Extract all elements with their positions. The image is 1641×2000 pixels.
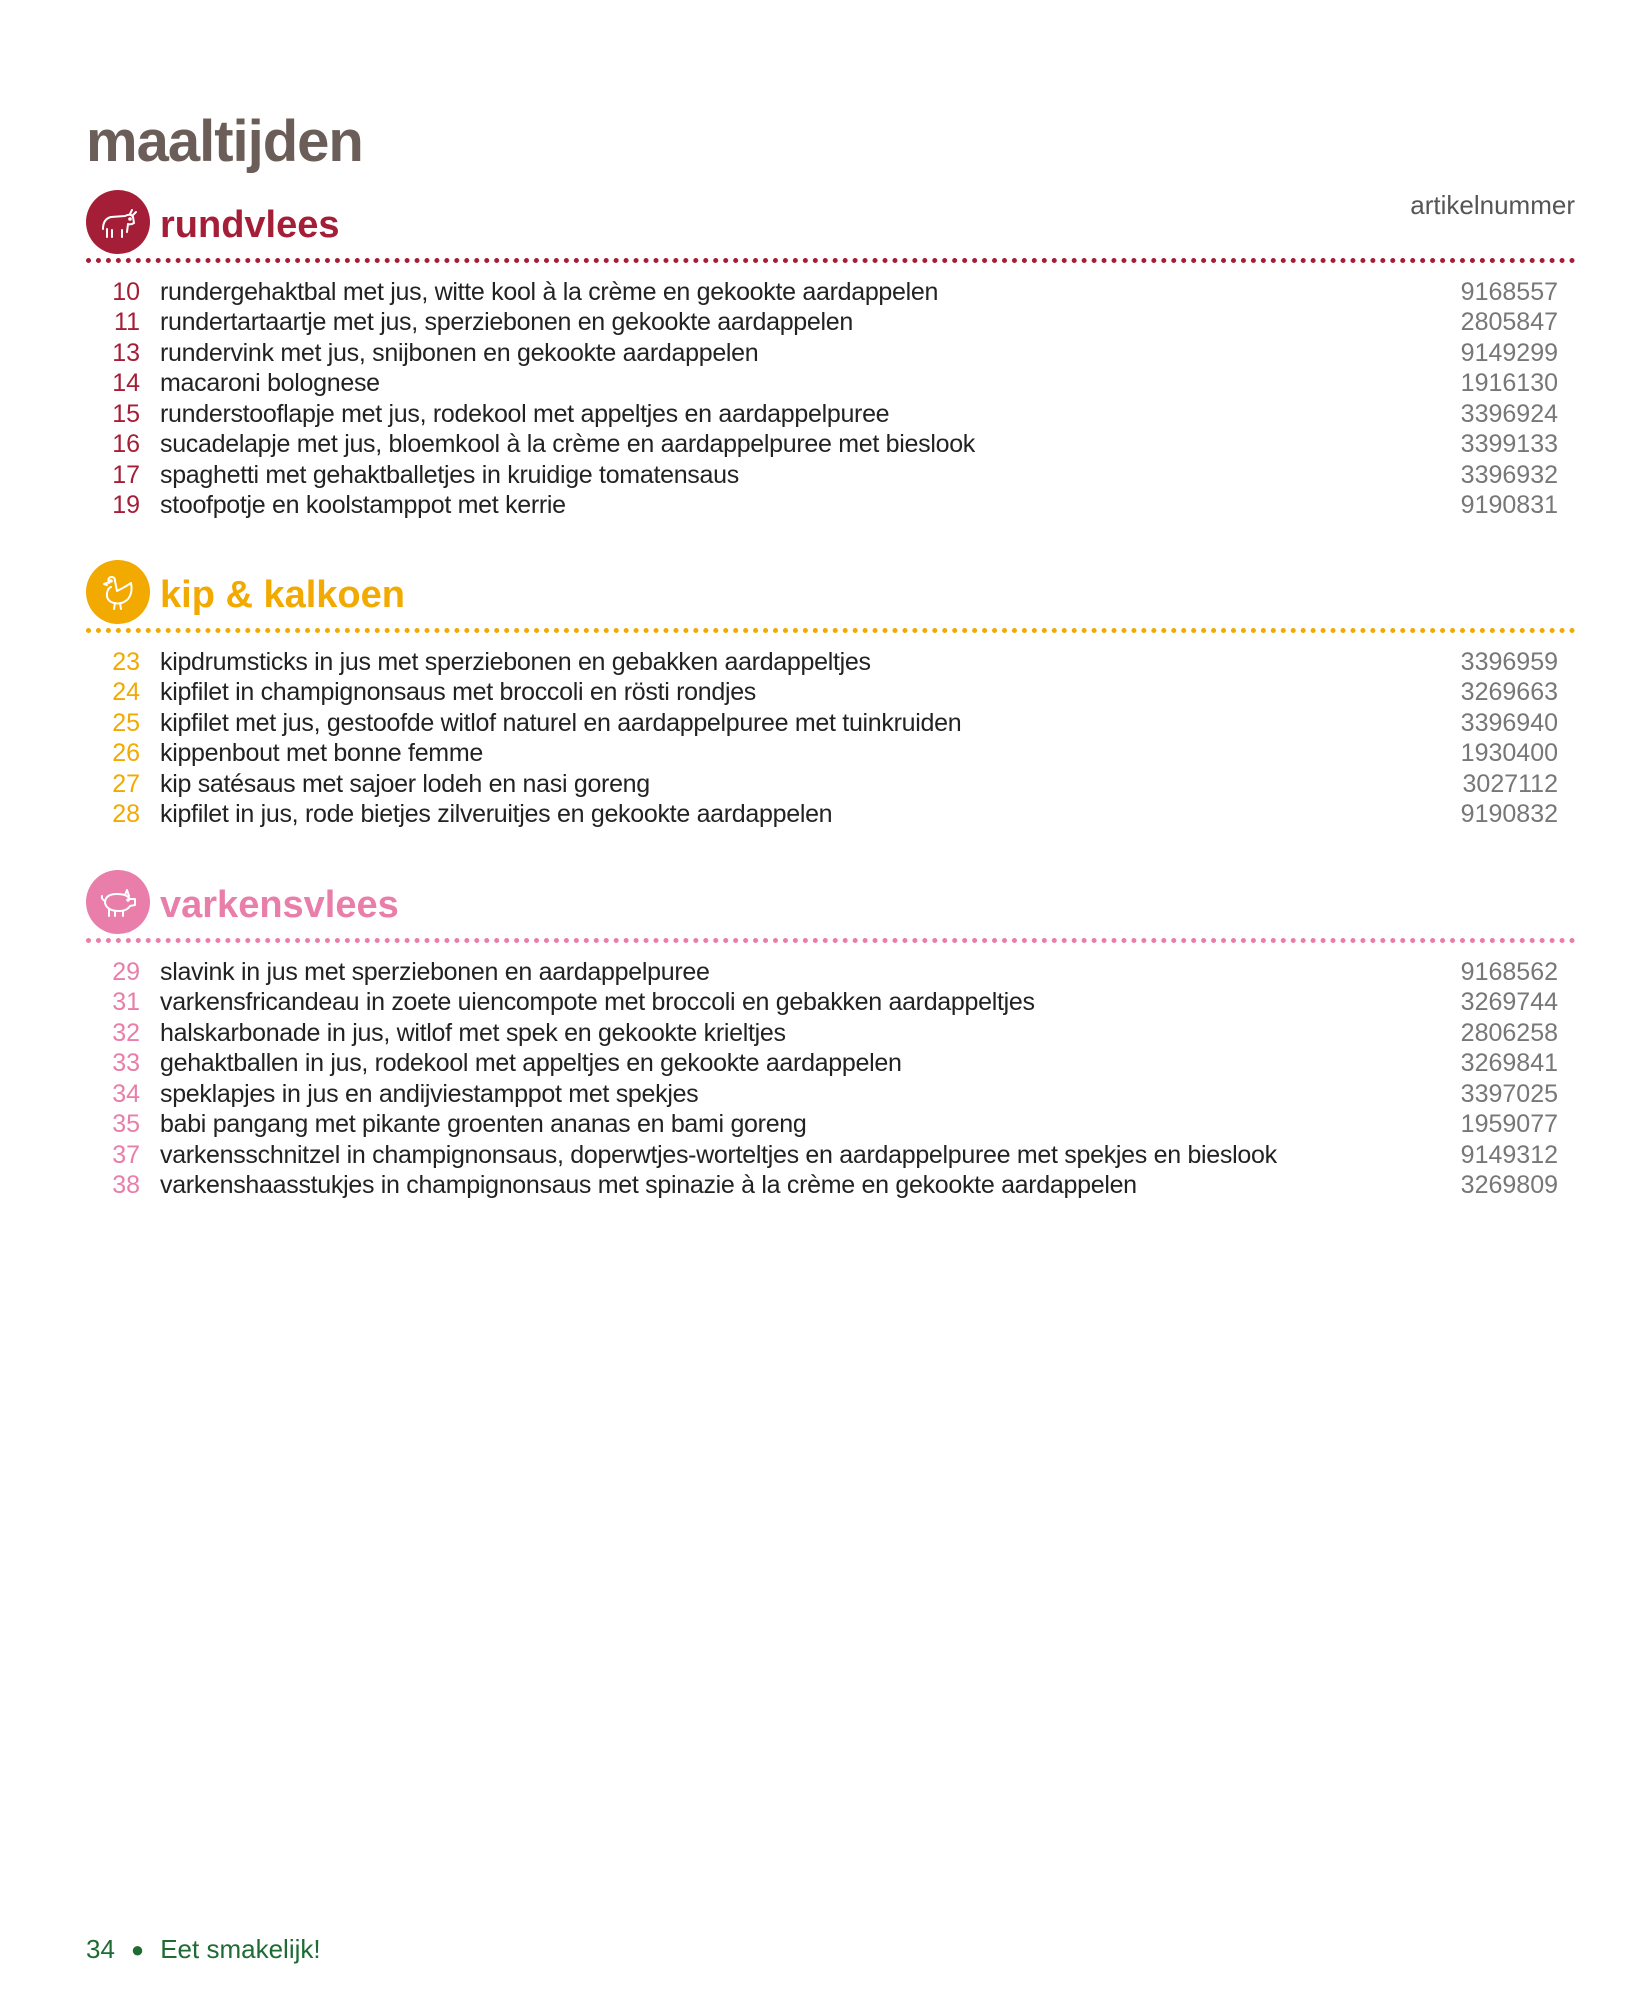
- item-article-number: 3269663: [1460, 678, 1558, 707]
- item-list: [86, 277, 1576, 521]
- bullet-separator: ●: [130, 1936, 145, 1962]
- item-number: 23: [112, 647, 140, 676]
- list-item: [86, 430, 1576, 461]
- list-item: [86, 708, 1576, 739]
- item-name: rundergehaktbal met jus, witte kool à la crème en gekookte aardappelen: [160, 277, 939, 306]
- item-number: 32: [112, 1018, 140, 1047]
- column-header-artikelnummer: artikelnummer: [1410, 190, 1575, 220]
- section-title: kip & kalkoen: [160, 574, 405, 616]
- item-number: 24: [112, 678, 140, 707]
- list-item: [86, 988, 1576, 1019]
- item-number: 19: [112, 491, 140, 520]
- list-item: [86, 1171, 1576, 1202]
- list-item: [86, 957, 1576, 988]
- item-name: speklapjes in jus en andijviestamppot met spekjes: [160, 1079, 699, 1108]
- list-item: [86, 338, 1576, 369]
- list-item: [86, 277, 1576, 308]
- item-article-number: 1959077: [1460, 1110, 1558, 1139]
- list-item: [86, 308, 1576, 339]
- item-article-number: 3269809: [1460, 1171, 1558, 1200]
- item-article-number: 9149312: [1460, 1140, 1558, 1169]
- item-name: spaghetti met gehaktballetjes in kruidige tomatensaus: [160, 460, 739, 489]
- section-kip-kalkoen: [86, 560, 1576, 830]
- item-name: sucadelapje met jus, bloemkool à la crème en aardappelpuree met bieslook: [160, 430, 975, 459]
- item-name: kipfilet met jus, gestoofde witlof naturel en aardappelpuree met tuinkruiden: [160, 708, 962, 737]
- item-list: [86, 647, 1576, 830]
- item-name: varkenshaasstukjes in champignonsaus met spinazie à la crème en gekookte aardappelen: [160, 1171, 1137, 1200]
- item-article-number: 3396924: [1460, 399, 1558, 428]
- item-article-number: 3396959: [1460, 647, 1558, 676]
- item-number: 35: [112, 1110, 140, 1139]
- section-rundvlees: [86, 190, 1576, 521]
- item-article-number: 2806258: [1460, 1018, 1558, 1047]
- list-item: [86, 369, 1576, 400]
- item-article-number: 9168557: [1460, 277, 1558, 306]
- item-number: 37: [112, 1140, 140, 1169]
- item-article-number: 9190832: [1460, 800, 1558, 829]
- item-name: varkensschnitzel in champignonsaus, doperwtjes-worteltjes en aardappelpuree met spekjes en bieslook: [160, 1140, 1277, 1169]
- item-name: gehaktballen in jus, rodekool met appeltjes en gekookte aardappelen: [160, 1049, 902, 1078]
- item-number: 29: [112, 957, 140, 986]
- list-item: [86, 647, 1576, 678]
- item-number: 15: [112, 399, 140, 428]
- item-name: kippenbout met bonne femme: [160, 739, 483, 768]
- list-item: [86, 739, 1576, 770]
- cow-icon: [86, 190, 150, 254]
- list-item: [86, 1110, 1576, 1141]
- item-article-number: 3269744: [1460, 988, 1558, 1017]
- list-item: [86, 769, 1576, 800]
- item-number: 16: [112, 430, 140, 459]
- section-header: [86, 560, 1576, 628]
- footer-tagline: Eet smakelijk!: [160, 1934, 321, 1964]
- section-title: varkensvlees: [160, 884, 399, 926]
- section-title: rundvlees: [160, 204, 340, 246]
- page-title: maaltijden: [86, 109, 363, 174]
- item-name: rundervink met jus, snijbonen en gekookte aardappelen: [160, 338, 759, 367]
- chicken-icon: [86, 560, 150, 624]
- item-article-number: 3269841: [1460, 1049, 1558, 1078]
- section-varkensvlees: [86, 870, 1576, 1201]
- page-number: 34: [86, 1934, 115, 1964]
- list-item: [86, 1140, 1576, 1171]
- pig-icon: [86, 870, 150, 934]
- section-header: [86, 190, 1576, 258]
- item-name: varkensfricandeau in zoete uiencompote met broccoli en gebakken aardappeltjes: [160, 988, 1035, 1017]
- list-item: [86, 1018, 1576, 1049]
- item-article-number: 2805847: [1460, 308, 1558, 337]
- list-item: [86, 491, 1576, 522]
- item-number: 10: [112, 277, 140, 306]
- item-number: 31: [112, 988, 140, 1017]
- item-name: runderstooflapje met jus, rodekool met appeltjes en aardappelpuree: [160, 399, 890, 428]
- item-name: babi pangang met pikante groenten ananas en bami goreng: [160, 1110, 807, 1139]
- item-number: 28: [112, 800, 140, 829]
- item-number: 33: [112, 1049, 140, 1078]
- item-name: kipdrumsticks in jus met sperziebonen en gebakken aardappeltjes: [160, 647, 871, 676]
- dotted-divider: [86, 628, 1576, 633]
- item-number: 34: [112, 1079, 140, 1108]
- item-article-number: 3027112: [1462, 769, 1558, 798]
- item-number: 13: [112, 338, 140, 367]
- item-number: 25: [112, 708, 140, 737]
- item-name: kipfilet in jus, rode bietjes zilveruitjes en gekookte aardappelen: [160, 800, 833, 829]
- item-article-number: 3397025: [1460, 1079, 1558, 1108]
- item-number: 14: [112, 369, 140, 398]
- item-article-number: 3396932: [1460, 460, 1558, 489]
- page-footer: [86, 1934, 321, 1965]
- list-item: [86, 460, 1576, 491]
- dotted-divider: [86, 938, 1576, 943]
- dotted-divider: [86, 258, 1576, 263]
- item-article-number: 9149299: [1460, 338, 1558, 367]
- item-name: rundertartaartje met jus, sperziebonen en gekookte aardappelen: [160, 308, 853, 337]
- item-article-number: 1930400: [1460, 739, 1558, 768]
- item-article-number: 9168562: [1460, 957, 1558, 986]
- item-article-number: 3399133: [1460, 430, 1558, 459]
- list-item: [86, 399, 1576, 430]
- section-header: [86, 870, 1576, 938]
- item-article-number: 9190831: [1460, 491, 1558, 520]
- item-article-number: 3396940: [1460, 708, 1558, 737]
- item-number: 38: [112, 1171, 140, 1200]
- item-name: stoofpotje en koolstamppot met kerrie: [160, 491, 566, 520]
- item-number: 11: [114, 308, 140, 337]
- item-number: 17: [112, 460, 140, 489]
- list-item: [86, 1079, 1576, 1110]
- list-item: [86, 800, 1576, 831]
- item-name: macaroni bolognese: [160, 369, 380, 398]
- item-list: [86, 957, 1576, 1201]
- item-name: halskarbonade in jus, witlof met spek en gekookte krieltjes: [160, 1018, 786, 1047]
- item-name: kip satésaus met sajoer lodeh en nasi goreng: [160, 769, 650, 798]
- item-name: slavink in jus met sperziebonen en aardappelpuree: [160, 957, 710, 986]
- list-item: [86, 1049, 1576, 1080]
- list-item: [86, 678, 1576, 709]
- item-name: kipfilet in champignonsaus met broccoli en rösti rondjes: [160, 678, 757, 707]
- item-number: 26: [112, 739, 140, 768]
- item-number: 27: [112, 769, 140, 798]
- item-article-number: 1916130: [1460, 369, 1558, 398]
